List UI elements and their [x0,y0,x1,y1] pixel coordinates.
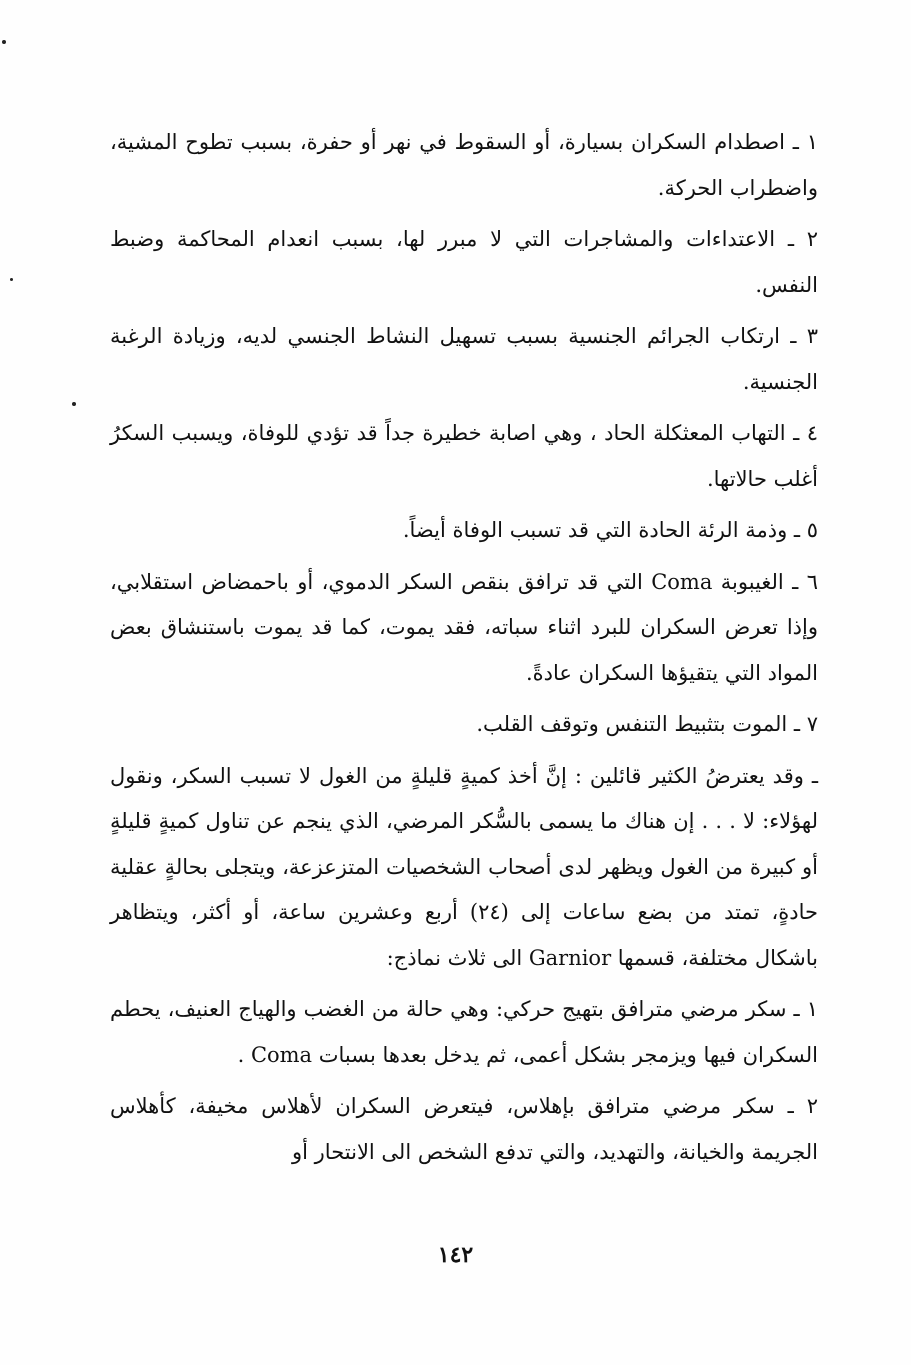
paragraph-10: ٢ ـ سكر مرضي مترافق بإهلاس، فيتعرض السكران لأهلاس مخيفة، كأهلاس الجريمة والخيانة، والتهديد، والتي تدفع الشخص الى الانتحار أو [110,1094,818,1164]
body-text [110,120,818,1175]
paragraph-2: ٢ ـ الاعتداءات والمشاجرات التي لا مبرر لها، بسبب انعدام المحاكمة وضبط النفس. [110,227,818,297]
paragraph-4: ٤ ـ التهاب المعثكلة الحاد ، وهي اصابة خطيرة جداً قد تؤدي للوفاة، ويسبب السكرُ أغلب حالاتها. [110,421,818,491]
paragraph-3: ٣ ـ ارتكاب الجرائم الجنسية بسبب تسهيل النشاط الجنسي لديه، وزيادة الرغبة الجنسية. [110,324,818,394]
page-number: ١٤٢ [437,1242,474,1268]
paragraph-8: ـ وقد يعترضُ الكثير قائلين : إنَّ أخذ كميةٍ قليلةٍ من الغول لا تسبب السكر، ونقول لهؤلاء: لا . . . إن هناك ما يسمى بالسُّكر المرضي، الذي ينجم عن تناول كميةٍ قليلةٍ أو كبيرة من الغول ويظهر لدى أصحاب الشخصيات المتزعزعة، ويتجلى بحالةٍ عقلية حادةٍ، تمتد من بضع ساعات إلى (٢٤) أربع وعشرين ساعة، أو أكثر، ويتظاهر باشكال مختلفة، قسمها Garnior الى ثلاث نماذج: [110,763,818,970]
paragraph-1: ١ ـ اصطدام السكران بسيارة، أو السقوط في نهر أو حفرة، بسبب تطوح المشية، واضطراب الحركة. [110,130,818,200]
paragraph-7: ٧ ـ الموت بتثبيط التنفس وتوقف القلب. [476,712,818,736]
scan-speck [72,402,76,406]
paragraph-6: ٦ ـ الغيبوبة Coma التي قد ترافق بنقص السكر الدموي، أو باحمضاض استقلابي، وإذا تعرض السكران للبرد اثناء سباته، فقد يموت، كما قد يموت باستنشاق بعض المواد التي يتقيؤها السكران عادةً. [110,569,819,685]
paragraph-9: ١ ـ سكر مرضي مترافق بتهيج حركي: وهي حالة من الغضب والهياج العنيف، يحطم السكران فيها ويزمجر بشكل أعمى، ثم يدخل بعدها بسبات Coma . [110,997,818,1067]
scan-speck [2,40,6,44]
scan-speck [10,278,13,281]
paragraph-5: ٥ ـ وذمة الرئة الحادة التي قد تسبب الوفاة أيضاً. [402,518,818,542]
